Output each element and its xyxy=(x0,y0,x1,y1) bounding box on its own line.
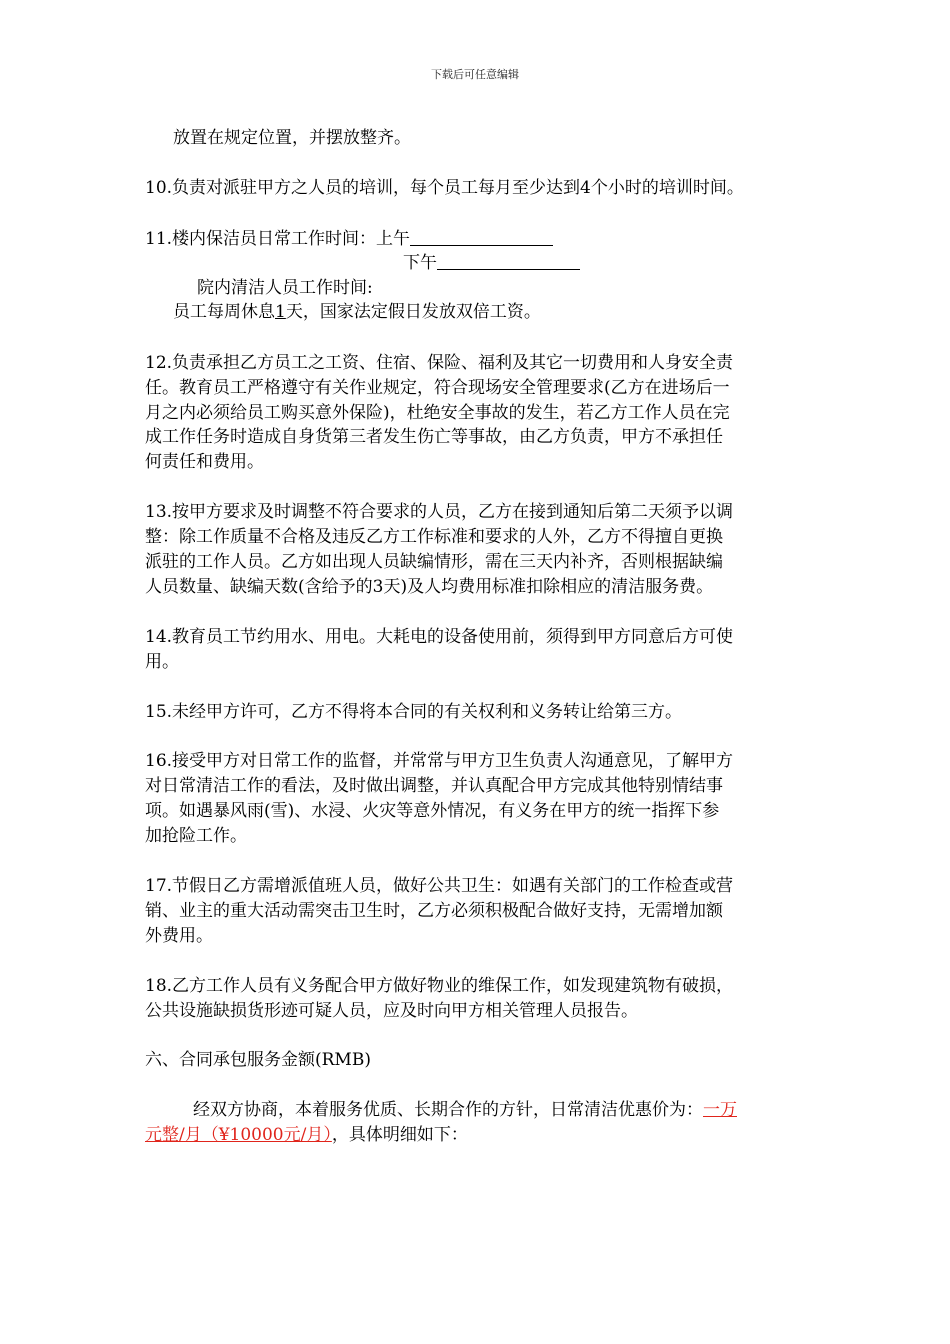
price-intro: 经双方协商，本着服务优质、长期合作的方针，日常清洁优惠价为： xyxy=(193,1100,703,1120)
rest-days: 1 xyxy=(275,302,286,322)
price-highlight-1: 一万 xyxy=(703,1100,737,1120)
page-header-note: 下载后可任意编辑 xyxy=(431,68,519,81)
item16-line: 项。如遇暴风雨(雪)、水浸、火灾等意外情况，有义务在甲方的统一指挥下参 xyxy=(145,801,720,821)
afternoon-blank xyxy=(437,252,580,270)
item11-line1-label: 11.楼内保洁员日常工作时间：上午 xyxy=(145,229,411,249)
item12-line: 12.负责承担乙方员工之工资、住宿、保险、福利及其它一切费用和人身安全责 xyxy=(145,353,734,373)
item13-line: 人员数量、缺编天数(含给予的3天)及人均费用标准扣除相应的清洁服务费。 xyxy=(145,577,714,597)
item16-line: 加抢险工作。 xyxy=(145,826,247,846)
price-highlight-2: 元整/月（¥10000元/月） xyxy=(145,1125,332,1145)
item11-line2-label: 下午 xyxy=(403,253,437,273)
item11-line1 xyxy=(145,228,553,250)
section6-title: 六、合同承包服务金额(RMB) xyxy=(145,1050,371,1070)
morning-blank xyxy=(410,228,553,246)
item10-text: 10.负责对派驻甲方之人员的培训，每个员工每月至少达到4个小时的培训时间。 xyxy=(145,178,744,198)
item18-line: 18.乙方工作人员有义务配合甲方做好物业的维保工作，如发现建筑物有破损， xyxy=(145,976,734,996)
item11-line4 xyxy=(173,301,541,323)
item12-line: 何责任和费用。 xyxy=(145,452,264,472)
item16-line: 16.接受甲方对日常工作的监督，并常常与甲方卫生负责人沟通意见，了解甲方 xyxy=(145,751,734,771)
item12-line: 任。教育员工严格遵守有关作业规定，符合现场安全管理要求(乙方在进场后一 xyxy=(145,378,730,398)
item17-line: 外费用。 xyxy=(145,926,213,946)
item17-line: 销、业主的重大活动需突击卫生时，乙方必须积极配合做好支持，无需增加额 xyxy=(145,901,723,921)
item9-continuation: 放置在规定位置，并摆放整齐。 xyxy=(173,128,411,148)
item18-line: 公共设施缺损货形迹可疑人员，应及时向甲方相关管理人员报告。 xyxy=(145,1001,638,1021)
price-outro: ，具体明细如下： xyxy=(331,1125,468,1145)
item13-line: 整：除工作质量不合格及违反乙方工作标准和要求的人外，乙方不得擅自更换 xyxy=(145,527,723,547)
item11-line2 xyxy=(403,252,580,274)
section6-para-line2 xyxy=(145,1124,468,1146)
rest-post: 天，国家法定假日发放双倍工资。 xyxy=(285,302,541,322)
item14-line: 14.教育员工节约用水、用电。大耗电的设备使用前，须得到甲方同意后方可使 xyxy=(145,627,734,647)
item17-line: 17.节假日乙方需增派值班人员，做好公共卫生：如遇有关部门的工作检查或营 xyxy=(145,876,734,896)
item11-line3: 院内清洁人员工作时间: xyxy=(197,278,373,298)
rest-pre: 员工每周休息 xyxy=(173,302,275,322)
item16-line: 对日常清洁工作的看法，及时做出调整，并认真配合甲方完成其他特别情结事 xyxy=(145,776,723,796)
item12-line: 月之内必须给员工购买意外保险)，杜绝安全事故的发生，若乙方工作人员在完 xyxy=(145,403,730,423)
item12-line: 成工作任务时造成自身货第三者发生伤亡等事故，由乙方负责，甲方不承担任 xyxy=(145,427,723,447)
item13-line: 13.按甲方要求及时调整不符合要求的人员，乙方在接到通知后第二天须予以调 xyxy=(145,502,734,522)
item14-line: 用。 xyxy=(145,652,179,672)
item15-text: 15.未经甲方许可，乙方不得将本合同的有关权利和义务转让给第三方。 xyxy=(145,702,683,722)
section6-para-line1 xyxy=(193,1099,737,1121)
item13-line: 派驻的工作人员。乙方如出现人员缺编情形，需在三天内补齐，否则根据缺编 xyxy=(145,552,723,572)
